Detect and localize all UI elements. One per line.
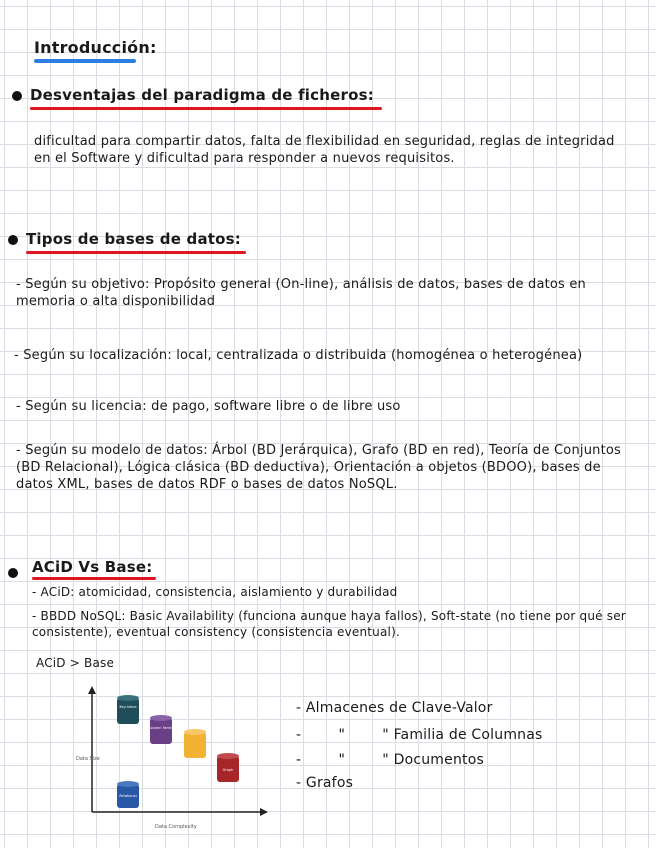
nosql-base-line: - BBDD NoSQL: Basic Availability (funciona aunque haya fallos), Soft-state (no tiene por qué ser consistente), eventual consistency (consistencia eventual). bbox=[32, 609, 626, 639]
y-axis-arrow-icon bbox=[88, 686, 96, 694]
db-cylinder-top bbox=[117, 695, 139, 701]
db-cylinder-top bbox=[117, 781, 139, 787]
node-relational bbox=[117, 781, 139, 808]
title-underline bbox=[34, 59, 136, 63]
nosql-item-familia-columnas: - " " Familia de Columnas bbox=[296, 727, 543, 743]
acid-line: - ACiD: atomicidad, consistencia, aislamiento y durabilidad bbox=[32, 585, 398, 599]
bullet-icon bbox=[12, 91, 22, 101]
bullet-icon bbox=[8, 568, 18, 578]
db-cylinder-top bbox=[184, 729, 206, 735]
node-label: Column Family bbox=[148, 726, 174, 730]
list-item-licencia: - Según su licencia: de pago, software libre o de libre uso bbox=[16, 399, 401, 414]
y-axis-label: Data Size bbox=[76, 756, 100, 762]
desventajas-paragraph: dificultad para compartir datos, falta de flexibilidad en seguridad, reglas de integridad en el Software y dificultad para responder a nuevos requisitos. bbox=[34, 134, 615, 166]
list-item-localizacion: - Según su localización: local, centralizada o distribuida (homogénea o heterogénea) bbox=[14, 348, 583, 363]
nosql-item-grafos: - Grafos bbox=[296, 775, 354, 791]
x-axis-arrow-icon bbox=[260, 808, 268, 816]
node-document bbox=[184, 729, 206, 758]
db-cylinder-icon bbox=[117, 698, 139, 724]
db-cylinder-icon bbox=[150, 718, 172, 744]
node-label: Graph bbox=[222, 768, 234, 772]
page-title: Introducción: bbox=[34, 38, 157, 57]
nosql-item-clave-valor: - Almacenes de Clave-Valor bbox=[296, 700, 493, 716]
list-item-modelo: - Según su modelo de datos: Árbol (BD Jerárquica), Grafo (BD en red), Teoría de Conjuntos (BD Relacional), Lógica clásica (BD deductiva), Orientación a objetos (BDOO), bases de datos XML, bases de datos RDF o bases de datos NoSQL. bbox=[16, 443, 622, 492]
bullet-icon bbox=[8, 235, 18, 245]
section-heading-tipos: Tipos de bases de datos: bbox=[26, 230, 242, 248]
db-cylinder-icon bbox=[184, 732, 206, 758]
db-cylinder-top bbox=[150, 715, 172, 721]
heading-underline bbox=[30, 107, 382, 110]
heading-underline bbox=[26, 251, 246, 254]
node-label: Relational bbox=[119, 794, 137, 798]
db-cylinder-top bbox=[217, 753, 239, 759]
node-column-family bbox=[148, 715, 174, 744]
database-types-diagram bbox=[70, 682, 280, 834]
heading-underline bbox=[32, 577, 156, 580]
node-label: Key-Value bbox=[119, 705, 137, 709]
acid-greater-base: ACiD > Base bbox=[36, 656, 115, 670]
list-item-objetivo: - Según su objetivo: Propósito general (On-line), análisis de datos, bases de datos en memoria o alta disponibilidad bbox=[16, 277, 586, 309]
node-graph bbox=[217, 753, 239, 782]
x-axis-label: Data Complexity bbox=[155, 824, 197, 830]
section-heading-desventajas: Desventajas del paradigma de ficheros: bbox=[30, 86, 374, 104]
nosql-item-documentos: - " " Documentos bbox=[296, 752, 484, 768]
section-heading-acid: ACiD Vs Base: bbox=[32, 558, 153, 576]
node-key-value bbox=[117, 695, 139, 724]
